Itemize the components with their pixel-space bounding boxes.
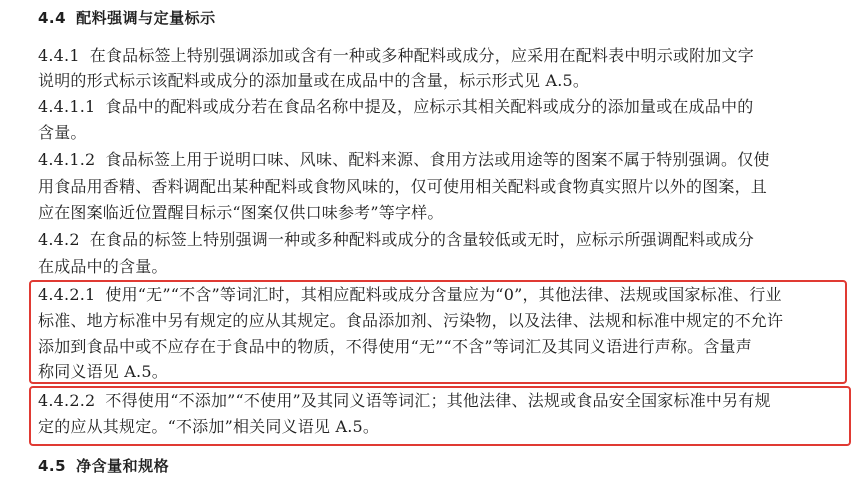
section-heading-4-5: [38, 456, 169, 476]
clause-text: 不得使用“不添加”“不使用”及其同义语等词汇；其他法律、法规或食品安全国家标准中另有规: [105, 391, 771, 410]
clause-text: 定的应从其规定。“不添加”相关同义语见 A.5。: [38, 417, 380, 436]
clause-number: 4.4.1: [38, 46, 80, 65]
clause-4-4-1-line-2: [38, 71, 589, 91]
section-number: 4.5: [38, 457, 67, 475]
section-title: 净含量和规格: [76, 457, 170, 475]
clause-number: 4.4.2: [38, 230, 80, 249]
clause-4-4-2-line-2: [38, 257, 168, 277]
clause-4-4-2-line-1: [38, 230, 754, 250]
clause-text: 称同义语见 A.5。: [38, 362, 168, 381]
clause-number: 4.4.1.2: [38, 150, 96, 169]
clause-4-4-2-1-line-4: [38, 362, 168, 382]
clause-4-4-2-1-line-3: [38, 337, 752, 357]
clause-text: 食品中的配料或成分若在食品名称中提及，应标示其相关配料或成分的添加量或在成品中的: [105, 97, 754, 116]
clause-text: 在食品标签上特别强调添加或含有一种或多种配料或成分，应采用在配料表中明示或附加文字: [89, 46, 754, 65]
clause-text: 应在图案临近位置醒目标示“图案仅供口味参考”等字样。: [38, 203, 444, 222]
clause-text: 添加到食品中或不应存在于食品中的物质，不得使用“无”“不含”等词汇及其同义语进行声称。含量声: [38, 337, 752, 356]
clause-4-4-2-1-line-2: [38, 311, 783, 331]
clause-text: 在食品的标签上特别强调一种或多种配料或成分的含量较低或无时，应标示所强调配料或成分: [89, 230, 754, 249]
clause-text: 用食品用香精、香料调配出某种配料或食物风味的，仅可使用相关配料或食物真实照片以外的图案，且: [38, 177, 768, 196]
clause-4-4-2-1-line-1: [38, 285, 782, 305]
clause-4-4-1-1-line-1: [38, 97, 753, 117]
clause-number: 4.4.1.1: [38, 97, 96, 116]
clause-text: 在成品中的含量。: [38, 257, 168, 276]
clause-4-4-2-2-line-1: [38, 391, 771, 411]
clause-number: 4.4.2.1: [38, 285, 96, 304]
section-number: 4.4: [38, 9, 67, 27]
clause-text: 使用“无”“不含”等词汇时，其相应配料或成分含量应为“0”，其他法律、法规或国家标准、行业: [105, 285, 782, 304]
clause-text: 说明的形式标示该配料或成分的添加量或在成品中的含量，标示形式见 A.5。: [38, 71, 590, 90]
clause-4-4-1-2-line-3: [38, 203, 444, 223]
section-heading-4-4: [38, 8, 216, 28]
clause-text: 食品标签上用于说明口味、风味、配料来源、食用方法或用途等的图案不属于特别强调。仅使: [105, 150, 770, 169]
clause-text: 标准、地方标准中另有规定的应从其规定。食品添加剂、污染物，以及法律、法规和标准中规定的不允许: [38, 311, 784, 330]
clause-4-4-1-line-1: [38, 46, 754, 66]
clause-4-4-2-2-line-2: [38, 417, 379, 437]
clause-4-4-1-2-line-1: [38, 150, 770, 170]
clause-4-4-1-2-line-2: [38, 177, 767, 197]
clause-number: 4.4.2.2: [38, 391, 96, 410]
section-title: 配料强调与定量标示: [76, 9, 216, 27]
clause-text: 含量。: [38, 123, 87, 142]
clause-4-4-1-1-line-2: [38, 123, 87, 143]
